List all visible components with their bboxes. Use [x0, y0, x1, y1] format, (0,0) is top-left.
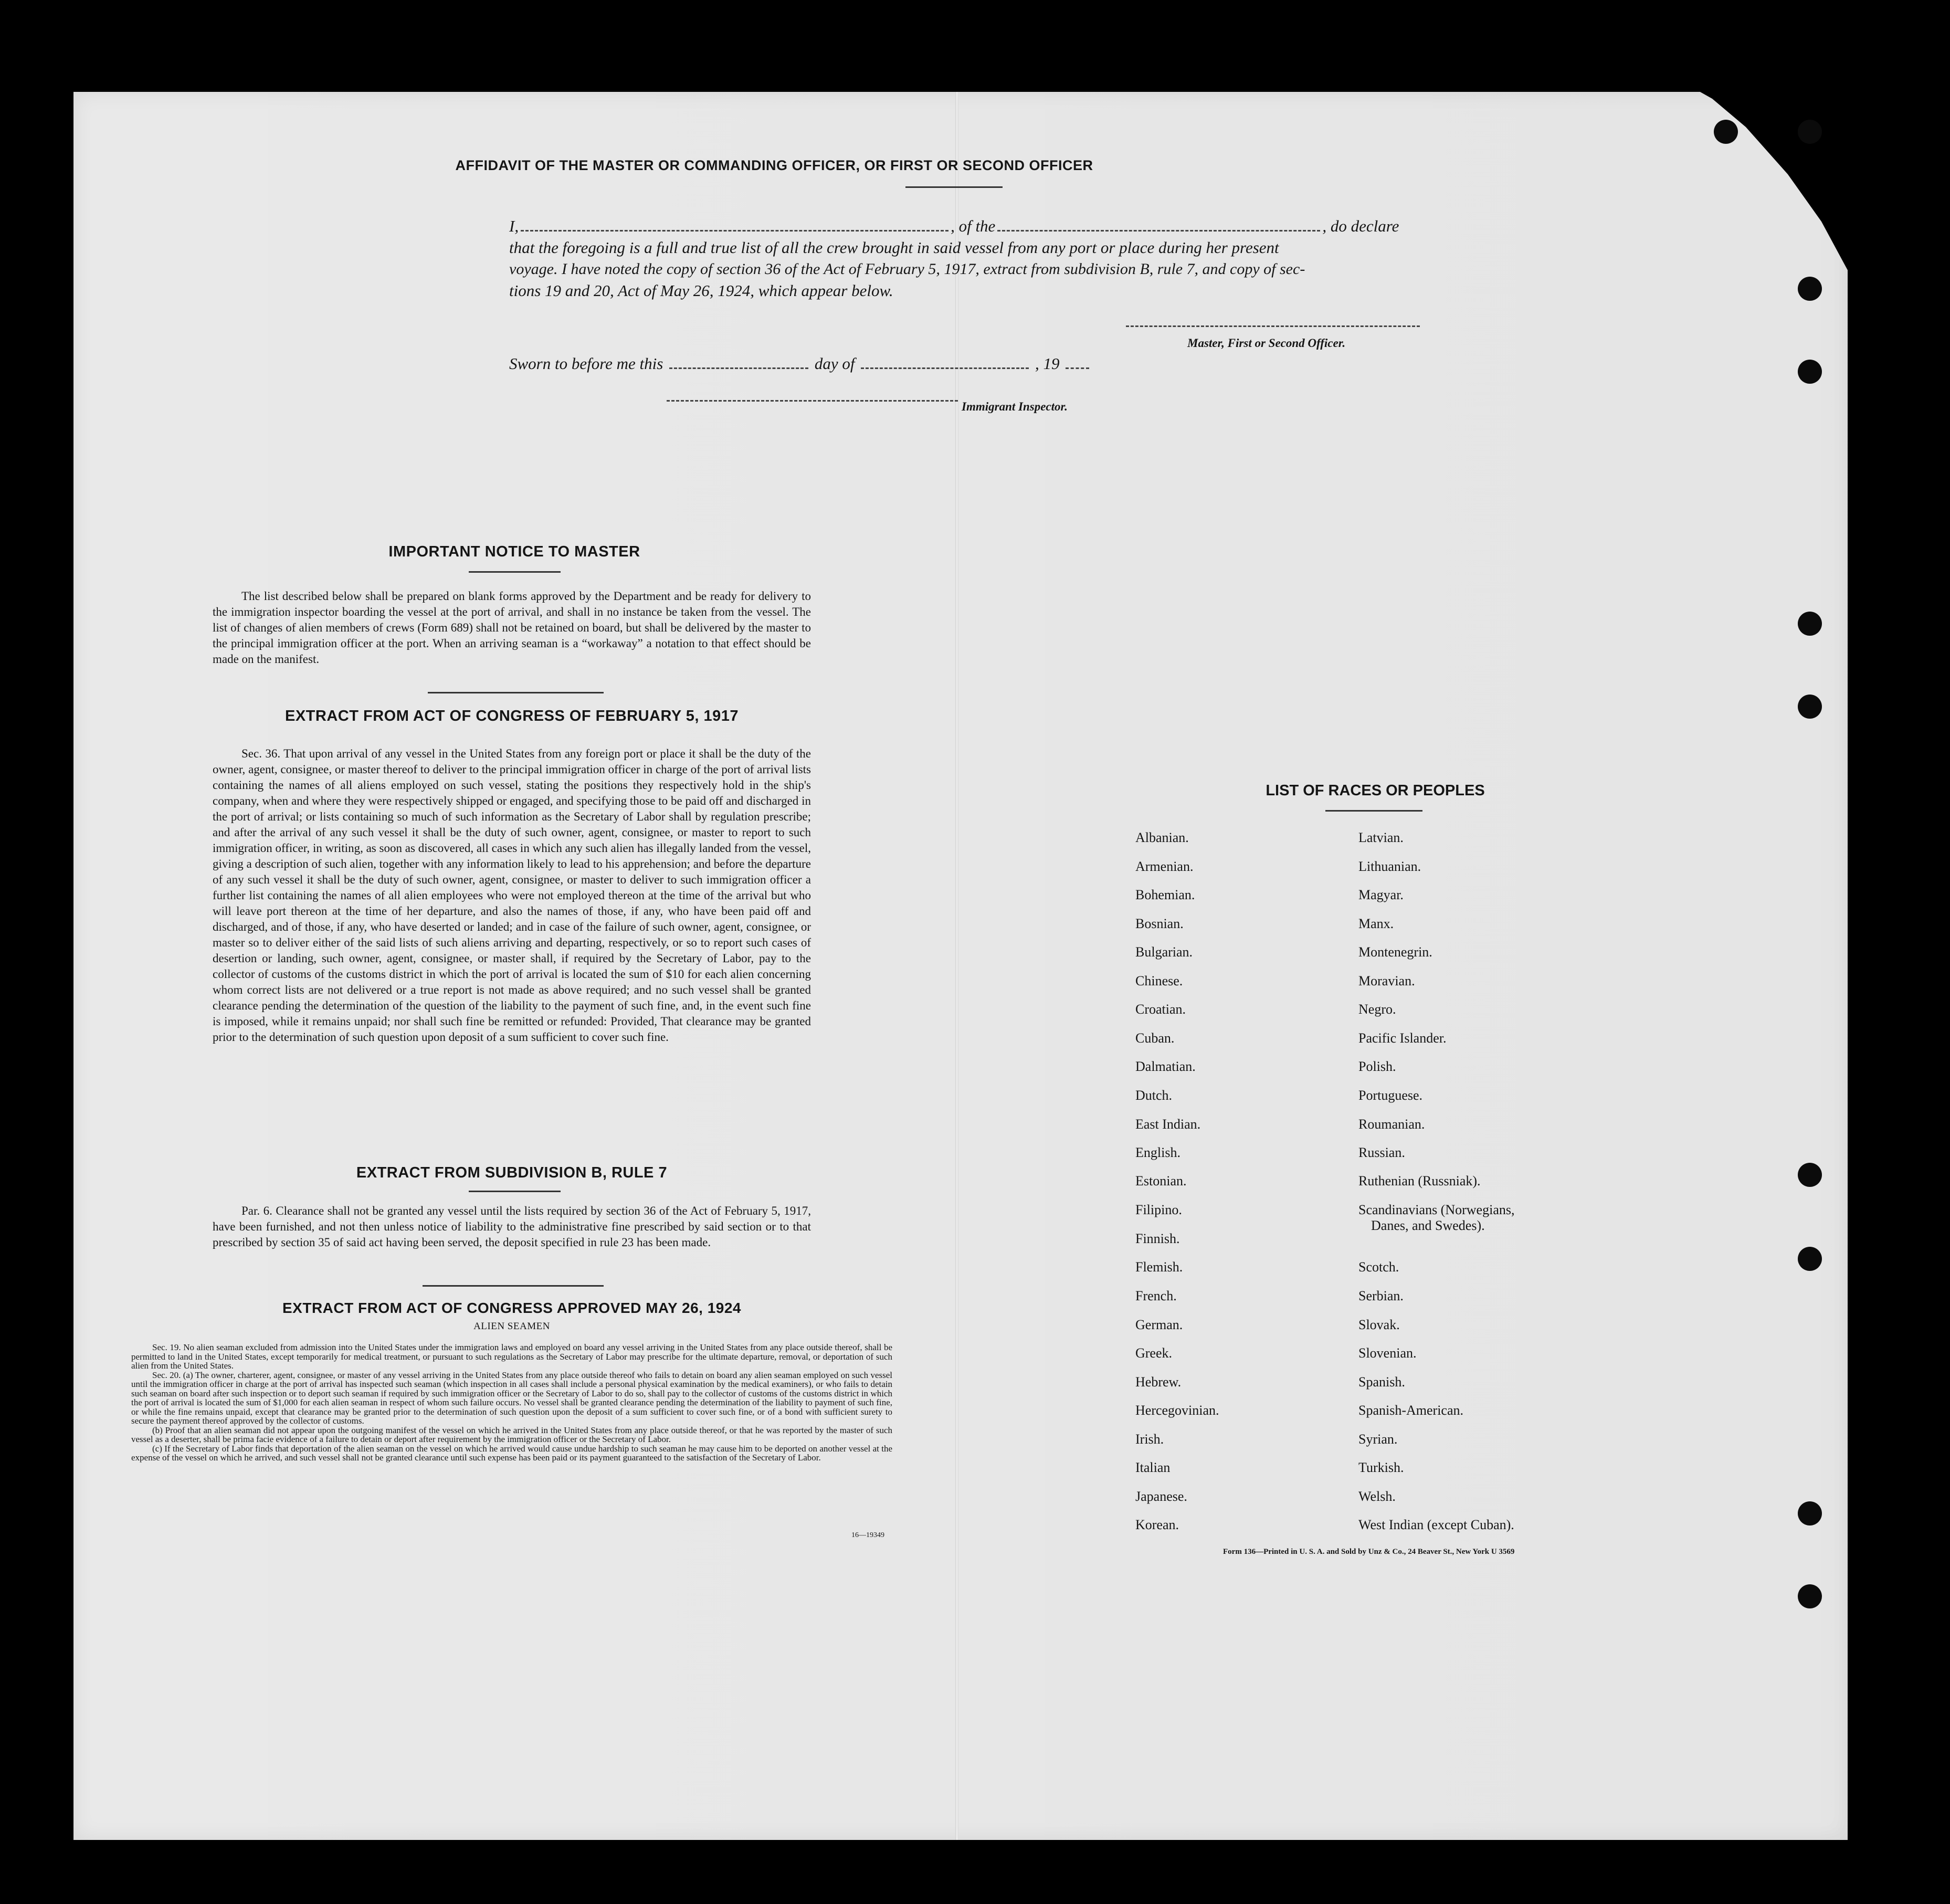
affidavit-body: [509, 215, 1449, 301]
race-item: Spanish-American.: [1358, 1403, 1464, 1418]
print-code: 16—19349: [851, 1531, 884, 1539]
race-item: Ruthenian (Russniak).: [1358, 1173, 1481, 1188]
race-item: Bulgarian.: [1135, 944, 1193, 960]
of-the-label: , of the: [951, 217, 996, 235]
notice-body: [213, 588, 811, 667]
affidavit-line-4: tions 19 and 20, Act of May 26, 1924, which appear below.: [509, 281, 893, 300]
punch-hole: [1798, 1584, 1822, 1608]
race-item: Chinese.: [1135, 973, 1183, 988]
race-item: Dalmatian.: [1135, 1059, 1196, 1074]
inspector-caption: Immigrant Inspector.: [962, 400, 1068, 413]
sworn-month-blank[interactable]: [861, 356, 1029, 369]
rule-7-rule: [469, 1191, 561, 1192]
act-1924-body: [131, 1343, 892, 1463]
race-item: Slovak.: [1358, 1317, 1400, 1332]
punch-hole: [1798, 1501, 1822, 1526]
race-item: Finnish.: [1135, 1231, 1180, 1246]
punch-hole: [1798, 1247, 1822, 1271]
act-1924-subtitle: ALIEN SEAMEN: [473, 1321, 550, 1332]
punch-hole: [1798, 612, 1822, 636]
race-item: Spanish.: [1358, 1374, 1405, 1390]
signature-line[interactable]: [1126, 325, 1420, 327]
act-1924-title: EXTRACT FROM ACT OF CONGRESS APPROVED MAY 26, 1924: [282, 1300, 741, 1316]
sec-19-text: Sec. 19. No alien seaman excluded from admission into the United States under the immigration laws and employed on board any vessel arriving in the United States from any place outside thereof, shall be permitted to land in the United States, except temporarily for medical treatment, or pursuant to such regulations as the Secretary of Labor may prescribe for the ultimate departure, removal, or deportation of such alien from the United States.: [131, 1342, 892, 1371]
race-item: Bosnian.: [1135, 916, 1184, 931]
signature-caption: Master, First or Second Officer.: [1187, 336, 1346, 350]
title-rule: [905, 186, 1003, 188]
notice-rule: [469, 571, 561, 573]
race-item: Dutch.: [1135, 1088, 1173, 1103]
race-item: Magyar.: [1358, 887, 1404, 902]
race-item: Filipino.: [1135, 1202, 1182, 1217]
sec-20c-text: (c) If the Secretary of Labor finds that deportation of the alien seaman on the vessel on which he arrived would cause undue hardship to such seaman he may cause him to be deported on another vessel at the expense of the vessel on which he arrived, and such vessel shall not be granted clearance until such expense has been paid or its payment guaranteed to the satisfaction of the Secretary of Labor.: [131, 1443, 892, 1463]
punch-hole: [1798, 1163, 1822, 1187]
affidavit-line-2: that the foregoing is a full and true list of all the crew brought in said vessel from any port or place during her present: [509, 238, 1279, 257]
rule-7-text: Par. 6. Clearance shall not be granted any vessel until the lists required by section 36 of the Act of February 5, 1917, have been furnished, and not then unless notice of liability to the administrative fine prescribed by said section or to that prescribed by section 35 of said act having been served, the deposit specified in rule 23 has been made.: [213, 1204, 811, 1249]
notice-title: IMPORTANT NOTICE TO MASTER: [388, 543, 640, 560]
race-item: Greek.: [1135, 1345, 1173, 1361]
race-item: Montenegrin.: [1358, 944, 1432, 960]
race-item: Pacific Islander.: [1358, 1030, 1447, 1046]
race-item: Armenian.: [1135, 859, 1194, 874]
sec-20b-text: (b) Proof that an alien seaman did not appear upon the outgoing manifest of the vessel on which he arrived in the United States from any place outside thereof, or that he was reported by the master of such vessel as a deserter, shall be prima facie evidence of a failure to detain or deport after requirement by the immigration officer or the Secretary of Labor.: [131, 1425, 892, 1444]
race-item: West Indian (except Cuban).: [1358, 1517, 1514, 1532]
divider-rule: [423, 1285, 604, 1287]
punch-hole: [1798, 695, 1822, 719]
rule-7-body: [213, 1203, 811, 1250]
race-item: Scandinavians (Norwegians,: [1358, 1202, 1515, 1217]
sworn-year-blank[interactable]: [1066, 356, 1089, 369]
race-item: Korean.: [1135, 1517, 1179, 1532]
race-item: Croatian.: [1135, 1002, 1186, 1017]
race-item: Hercegovinian.: [1135, 1403, 1219, 1418]
sec-20a-text: Sec. 20. (a) The owner, charterer, agent, consignee, or master of any vessel arriving in the United States from any place outside thereof who fails to detain on board any alien seaman employed on such vessel until the immigration officer in charge at the port of arrival has inspected such seaman (which inspection in all cases shall include a personal physical examination by the medical examiners), or who fails to detain such seaman on board after such inspection or to deport such seaman if required by such immigration officer or the Secretary of Labor to do so, shall pay to the collector of customs of the customs district in which the port of arrival is located the sum of $1,000 for each alien seaman in respect of whom such failure occurs. No vessel shall be granted clearance pending the determination of the liability to payment of such fine, or while the fine remains unpaid, except that clearance may be granted prior to the determination of such question upon the deposit of a sum sufficient to cover such fine, or of a bond with sufficient surety to secure the payment thereof approved by the collector of customs.: [131, 1370, 892, 1426]
affidavit-title: AFFIDAVIT OF THE MASTER OR COMMANDING OFFICER, OR FIRST OR SECOND OFFICER: [455, 157, 1093, 173]
notice-text: The list described below shall be prepared on blank forms approved by the Department and be ready for delivery to the immigration inspector boarding the vessel at the port of arrival, and shall in no instance be taken from the vessel. The list of changes of alien members of crews (Form 689) shall not be retained on board, but shall be delivered by the master to the principal immigration officer at the port. When an arriving seaman is a “workaway” a notation to that effect should be made on the manifest.: [213, 590, 811, 666]
race-item: Irish.: [1135, 1432, 1164, 1447]
race-item: Syrian.: [1358, 1432, 1398, 1447]
race-item: Cuban.: [1135, 1030, 1175, 1046]
race-item: Italian: [1135, 1460, 1171, 1475]
race-item: Japanese.: [1135, 1489, 1187, 1504]
sworn-line: [509, 354, 1091, 373]
race-item: Russian.: [1358, 1145, 1405, 1160]
race-item: Serbian.: [1358, 1288, 1404, 1303]
race-item: Scotch.: [1358, 1259, 1399, 1275]
vessel-blank[interactable]: [997, 218, 1320, 232]
punch-hole: [1798, 277, 1822, 301]
race-item: Hebrew.: [1135, 1374, 1182, 1390]
races-title: LIST OF RACES OR PEOPLES: [1266, 782, 1485, 799]
rule-7-title: EXTRACT FROM SUBDIVISION B, RULE 7: [356, 1164, 668, 1181]
race-item: English.: [1135, 1145, 1180, 1160]
race-item: Manx.: [1358, 916, 1394, 931]
race-item: Polish.: [1358, 1059, 1396, 1074]
do-declare-label: , do declare: [1322, 217, 1399, 235]
race-item: Estonian.: [1135, 1173, 1187, 1188]
i-label: I,: [509, 217, 519, 235]
punch-hole: [1714, 120, 1738, 144]
race-item: Albanian.: [1135, 830, 1189, 845]
act-1917-text: Sec. 36. That upon arrival of any vessel in the United States from any foreign port or place it shall be the duty of the owner, agent, consignee, or master thereof to deliver to the principal immigration officer in charge of the port of arrival lists containing the names of all aliens employed on such vessel, stating the positions they respectively hold in the ship's company, when and where they were respectively shipped or engaged, and specifying those to be paid off and discharged in the port of arrival; or lists containing so much of such information as the Secretary of Labor shall by regulation prescribe; and after the arrival of any such vessel it shall be the duty of such owner, agent, consignee, or master to report to such immigration officer, in writing, as soon as discovered, all cases in which any such alien has illegally landed from the vessel, giving a description of such alien, together with any information likely to lead to his apprehension; and before the departure of any such vessel it shall be the duty of such owner, agent, consignee, or master to deliver to such immigration officer a further list containing the names of all alien employees who were not employed thereon at the time of the arrival but who will leave port thereon at the time of her departure, and also the names of those, if any, who have been paid off and discharged, and of those, if any, who have deserted or landed; and in case of the failure of such owner, agent, consignee, or master so to deliver either of the said lists of such aliens arriving and departing, respectively, or so to report such cases of desertion or landing, such owner, agent, consignee, or master shall, if required by the Secretary of Labor, pay to the collector of customs of the customs district in which the port of arrival is located the sum of $10 for each alien concerning whom correct lists are not delivered or a true report is not made as above required; and no such vessel shall be granted clearance pending the determination of the question of the liability to the payment of such fine, and, in the event such fine is imposed, while it remains unpaid; nor shall such fine be remitted or refunded: Provided, That clearance may be granted prior to the determination of such question upon deposit of a sum sufficient to cover such fine.: [213, 747, 811, 1044]
race-item: Flemish.: [1135, 1259, 1183, 1275]
race-item: Moravian.: [1358, 973, 1415, 988]
inspector-line[interactable]: [667, 400, 958, 402]
punch-hole: [1798, 120, 1822, 144]
form-note: Form 136—Printed in U. S. A. and Sold by Unz & Co., 24 Beaver St., New York U 3569: [1223, 1548, 1515, 1556]
act-1917-body: [213, 746, 811, 1045]
race-item: Latvian.: [1358, 830, 1404, 845]
divider-rule: [428, 692, 604, 693]
affidavit-line-1: [509, 215, 1449, 237]
sworn-year-label: , 19: [1035, 354, 1060, 373]
race-item: Danes, and Swedes).: [1371, 1218, 1485, 1233]
race-item: East Indian.: [1135, 1117, 1201, 1132]
race-item: Lithuanian.: [1358, 859, 1421, 874]
affidavit-line-3: voyage. I have noted the copy of section 36 of the Act of February 5, 1917, extract from subdivision B, rule 7, and copy of sec-: [509, 260, 1305, 278]
punch-hole: [1798, 360, 1822, 384]
race-item: Slovenian.: [1358, 1345, 1417, 1361]
race-item: French.: [1135, 1288, 1177, 1303]
sworn-day-blank[interactable]: [669, 356, 808, 369]
race-item: Roumanian.: [1358, 1117, 1425, 1132]
race-item: Bohemian.: [1135, 887, 1195, 902]
races-rule: [1325, 810, 1422, 812]
race-item: Negro.: [1358, 1002, 1396, 1017]
race-item: German.: [1135, 1317, 1183, 1332]
race-item: Portuguese.: [1358, 1088, 1423, 1103]
race-item: Turkish.: [1358, 1460, 1404, 1475]
race-item: Welsh.: [1358, 1489, 1396, 1504]
name-blank[interactable]: [521, 218, 948, 232]
sworn-day-label: day of: [814, 354, 855, 373]
act-1917-title: EXTRACT FROM ACT OF CONGRESS OF FEBRUARY 5, 1917: [284, 708, 739, 724]
sworn-prefix: Sworn to before me this: [509, 354, 663, 373]
